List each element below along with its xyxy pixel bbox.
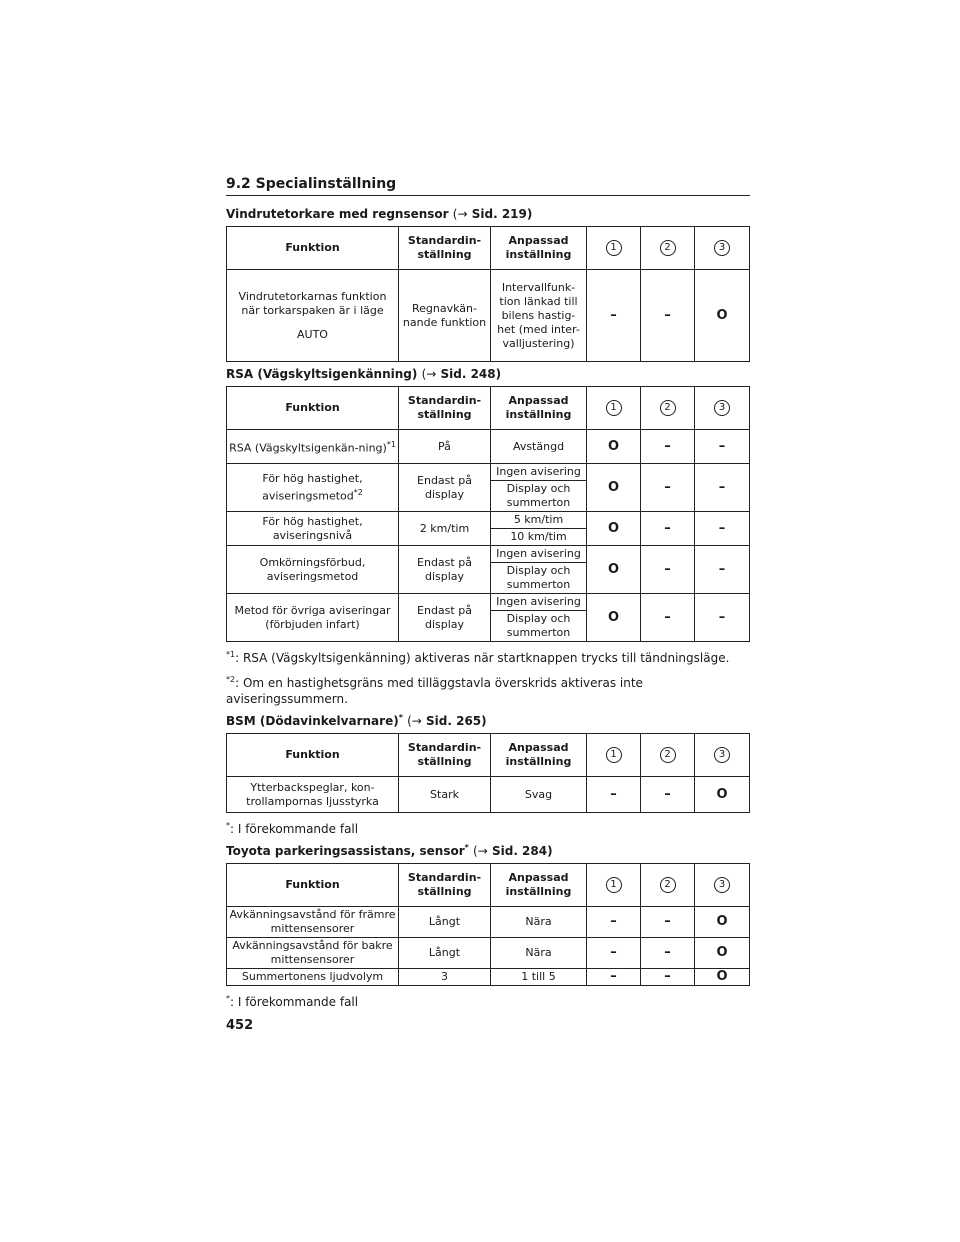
cell-funktion: Metod för övriga aviseringar (förbjuden infart) <box>227 594 399 642</box>
header-mode-1 <box>587 864 641 907</box>
cell-anpassad: 10 km/tim <box>491 529 587 546</box>
cell-mode-2: – <box>641 270 695 362</box>
cell-mode-2: – <box>641 938 695 969</box>
table-row <box>227 464 750 481</box>
cell-anpassad: 5 km/tim <box>491 512 587 529</box>
table-row <box>227 546 750 563</box>
table-row <box>227 938 750 969</box>
cell-mode-3: – <box>695 430 750 464</box>
cell-mode-1: – <box>587 777 641 813</box>
cell-mode-3: O <box>695 777 750 813</box>
cell-mode-1: O <box>587 430 641 464</box>
cell-funktion <box>227 464 399 512</box>
page-number: 452 <box>226 1018 254 1033</box>
table-row <box>227 907 750 938</box>
footnote <box>226 818 750 837</box>
header-funktion: Funktion <box>227 864 399 907</box>
cell-standard: Endast på display <box>399 464 491 512</box>
header-mode-2 <box>641 734 695 777</box>
page-ref-link[interactable]: Sid. 248) <box>440 367 502 381</box>
circled-number-3: 3 <box>714 400 730 416</box>
cell-mode-2: – <box>641 512 695 546</box>
header-standard: Standardin-ställning <box>399 734 491 777</box>
cell-mode-2: – <box>641 546 695 594</box>
cell-mode-1: O <box>587 512 641 546</box>
wiper-table <box>226 226 750 362</box>
cell-mode-1: – <box>587 969 641 986</box>
header-mode-2 <box>641 864 695 907</box>
footnote-mark: *1 <box>226 650 236 659</box>
cell-anpassad: Display och summerton <box>491 481 587 512</box>
cell-mode-1: – <box>587 938 641 969</box>
cell-funktion: För hög hastighet, aviseringsnivå <box>227 512 399 546</box>
footnote-mark: *2 <box>226 675 236 684</box>
footnote-ref: *1 <box>386 439 396 449</box>
section-title-wiper <box>226 207 750 221</box>
circled-number-2: 2 <box>660 240 676 256</box>
page-ref-link[interactable]: Sid. 219) <box>471 207 533 221</box>
section-title-text: Vindrutetorkare med regnsensor <box>226 207 449 221</box>
bsm-table <box>226 733 750 813</box>
cell-funktion <box>227 270 399 362</box>
parking-table <box>226 863 750 986</box>
header-funktion: Funktion <box>227 387 399 430</box>
footnote-mark: * <box>226 994 230 1003</box>
funktion-text: Vindrutetorkarnas funktion när torkarspaken är i läge <box>238 289 387 317</box>
cell-mode-2: – <box>641 777 695 813</box>
cell-anpassad: Ingen avisering <box>491 464 587 481</box>
table-row <box>227 777 750 813</box>
header-anpassad: Anpassad inställning <box>491 864 587 907</box>
cell-funktion <box>227 430 399 464</box>
cell-anpassad: Avstängd <box>491 430 587 464</box>
header-mode-3 <box>695 734 750 777</box>
cell-standard: Stark <box>399 777 491 813</box>
rsa-table <box>226 386 750 642</box>
cell-mode-2: – <box>641 907 695 938</box>
footnote-ref: *2 <box>353 487 363 497</box>
cell-mode-2: – <box>641 594 695 642</box>
footnote-text: : Om en hastighetsgräns med tilläggstavla överskrids aktiveras inte aviseringssummern. <box>226 676 643 706</box>
header-mode-2 <box>641 227 695 270</box>
page-ref-link[interactable]: Sid. 265) <box>426 714 487 728</box>
cell-standard: 3 <box>399 969 491 986</box>
footnote-text: : RSA (Vägskyltsigenkänning) aktiveras när startknappen trycks till tändningsläge. <box>235 651 730 665</box>
circled-number-1: 1 <box>606 877 622 893</box>
table-header-row <box>227 387 750 430</box>
header-mode-3 <box>695 864 750 907</box>
circled-number-3: 3 <box>714 240 730 256</box>
section-title-text: RSA (Vägskyltsigenkänning) <box>226 367 418 381</box>
header-anpassad: Anpassad inställning <box>491 387 587 430</box>
circled-number-1: 1 <box>606 400 622 416</box>
cell-anpassad: Display och summerton <box>491 611 587 642</box>
cell-mode-3: O <box>695 969 750 986</box>
header-mode-3 <box>695 387 750 430</box>
cell-mode-1: O <box>587 594 641 642</box>
footnote <box>226 672 750 707</box>
cell-mode-2: – <box>641 464 695 512</box>
manual-page <box>226 176 750 1033</box>
arrow-ref: (→ <box>407 714 422 728</box>
cell-mode-3: O <box>695 907 750 938</box>
header-funktion: Funktion <box>227 227 399 270</box>
cell-mode-1: O <box>587 546 641 594</box>
table-row <box>227 270 750 362</box>
circled-number-2: 2 <box>660 747 676 763</box>
circled-number-1: 1 <box>606 240 622 256</box>
circled-number-3: 3 <box>714 747 730 763</box>
asterisk-mark: * <box>464 843 469 852</box>
table-row <box>227 430 750 464</box>
cell-standard: Endast på display <box>399 546 491 594</box>
circled-number-2: 2 <box>660 400 676 416</box>
cell-funktion: Omkörningsförbud, aviseringsmetod <box>227 546 399 594</box>
footnote-mark: * <box>226 821 230 830</box>
cell-mode-3: – <box>695 464 750 512</box>
header-mode-1 <box>587 387 641 430</box>
section-title-text: Toyota parkeringsassistans, sensor <box>226 844 465 858</box>
cell-anpassad: Display och summerton <box>491 563 587 594</box>
funktion-auto: AUTO <box>297 327 328 341</box>
page-ref-link[interactable]: Sid. 284) <box>491 844 553 858</box>
table-row <box>227 594 750 611</box>
header-mode-2 <box>641 387 695 430</box>
table-row <box>227 969 750 986</box>
cell-mode-3: O <box>695 938 750 969</box>
cell-mode-2: – <box>641 969 695 986</box>
funktion-text: För hög hastighet, aviseringsmetod <box>262 471 363 503</box>
footnote <box>226 991 750 1010</box>
cell-mode-3: – <box>695 594 750 642</box>
cell-mode-1: O <box>587 464 641 512</box>
cell-mode-3: O <box>695 270 750 362</box>
cell-mode-3: – <box>695 546 750 594</box>
circled-number-3: 3 <box>714 877 730 893</box>
footnote-text: : I förekommande fall <box>230 995 359 1009</box>
section-title-rsa <box>226 367 750 381</box>
header-anpassad: Anpassad inställning <box>491 734 587 777</box>
cell-funktion: Summertonens ljudvolym <box>227 969 399 986</box>
cell-anpassad: Ingen avisering <box>491 594 587 611</box>
funktion-text: RSA (Vägskyltsigenkän-ning) <box>229 441 387 455</box>
arrow-ref: (→ <box>452 207 468 221</box>
table-header-row <box>227 227 750 270</box>
header-anpassad: Anpassad inställning <box>491 227 587 270</box>
cell-funktion: Avkänningsavstånd för bakre mittensensorer <box>227 938 399 969</box>
header-standard: Standardin-ställning <box>399 227 491 270</box>
arrow-ref: (→ <box>473 844 488 858</box>
footnote-text: : I förekommande fall <box>230 822 359 836</box>
cell-anpassad: Ingen avisering <box>491 546 587 563</box>
cell-standard: Långt <box>399 938 491 969</box>
header-mode-1 <box>587 227 641 270</box>
header-standard: Standardin-ställning <box>399 864 491 907</box>
cell-mode-1: – <box>587 270 641 362</box>
cell-anpassad: 1 till 5 <box>491 969 587 986</box>
cell-standard: Endast på display <box>399 594 491 642</box>
cell-standard: Långt <box>399 907 491 938</box>
header-mode-3 <box>695 227 750 270</box>
section-title-parking <box>226 843 750 858</box>
section-title-bsm <box>226 713 750 728</box>
cell-mode-3: – <box>695 512 750 546</box>
circled-number-2: 2 <box>660 877 676 893</box>
section-title-text: BSM (Dödavinkelvarnare) <box>226 714 399 728</box>
cell-anpassad: Intervallfunk-tion länkad till bilens hastig-het (med inter-valljustering) <box>491 270 587 362</box>
cell-anpassad: Svag <box>491 777 587 813</box>
chapter-heading: 9.2 Specialinställning <box>226 176 750 196</box>
cell-standard: Regnavkän-nande funktion <box>399 270 491 362</box>
cell-standard: 2 km/tim <box>399 512 491 546</box>
footnote <box>226 647 750 666</box>
cell-mode-1: – <box>587 907 641 938</box>
header-standard: Standardin-ställning <box>399 387 491 430</box>
cell-anpassad: Nära <box>491 938 587 969</box>
cell-mode-2: – <box>641 430 695 464</box>
header-mode-1 <box>587 734 641 777</box>
cell-anpassad: Nära <box>491 907 587 938</box>
arrow-ref: (→ <box>421 367 437 381</box>
asterisk-mark: * <box>398 713 403 722</box>
header-funktion: Funktion <box>227 734 399 777</box>
circled-number-1: 1 <box>606 747 622 763</box>
cell-funktion: Ytterbackspeglar, kon-trollampornas ljusstyrka <box>227 777 399 813</box>
table-header-row <box>227 734 750 777</box>
cell-standard: På <box>399 430 491 464</box>
table-row <box>227 512 750 529</box>
table-header-row <box>227 864 750 907</box>
cell-funktion: Avkänningsavstånd för främre mittensensorer <box>227 907 399 938</box>
